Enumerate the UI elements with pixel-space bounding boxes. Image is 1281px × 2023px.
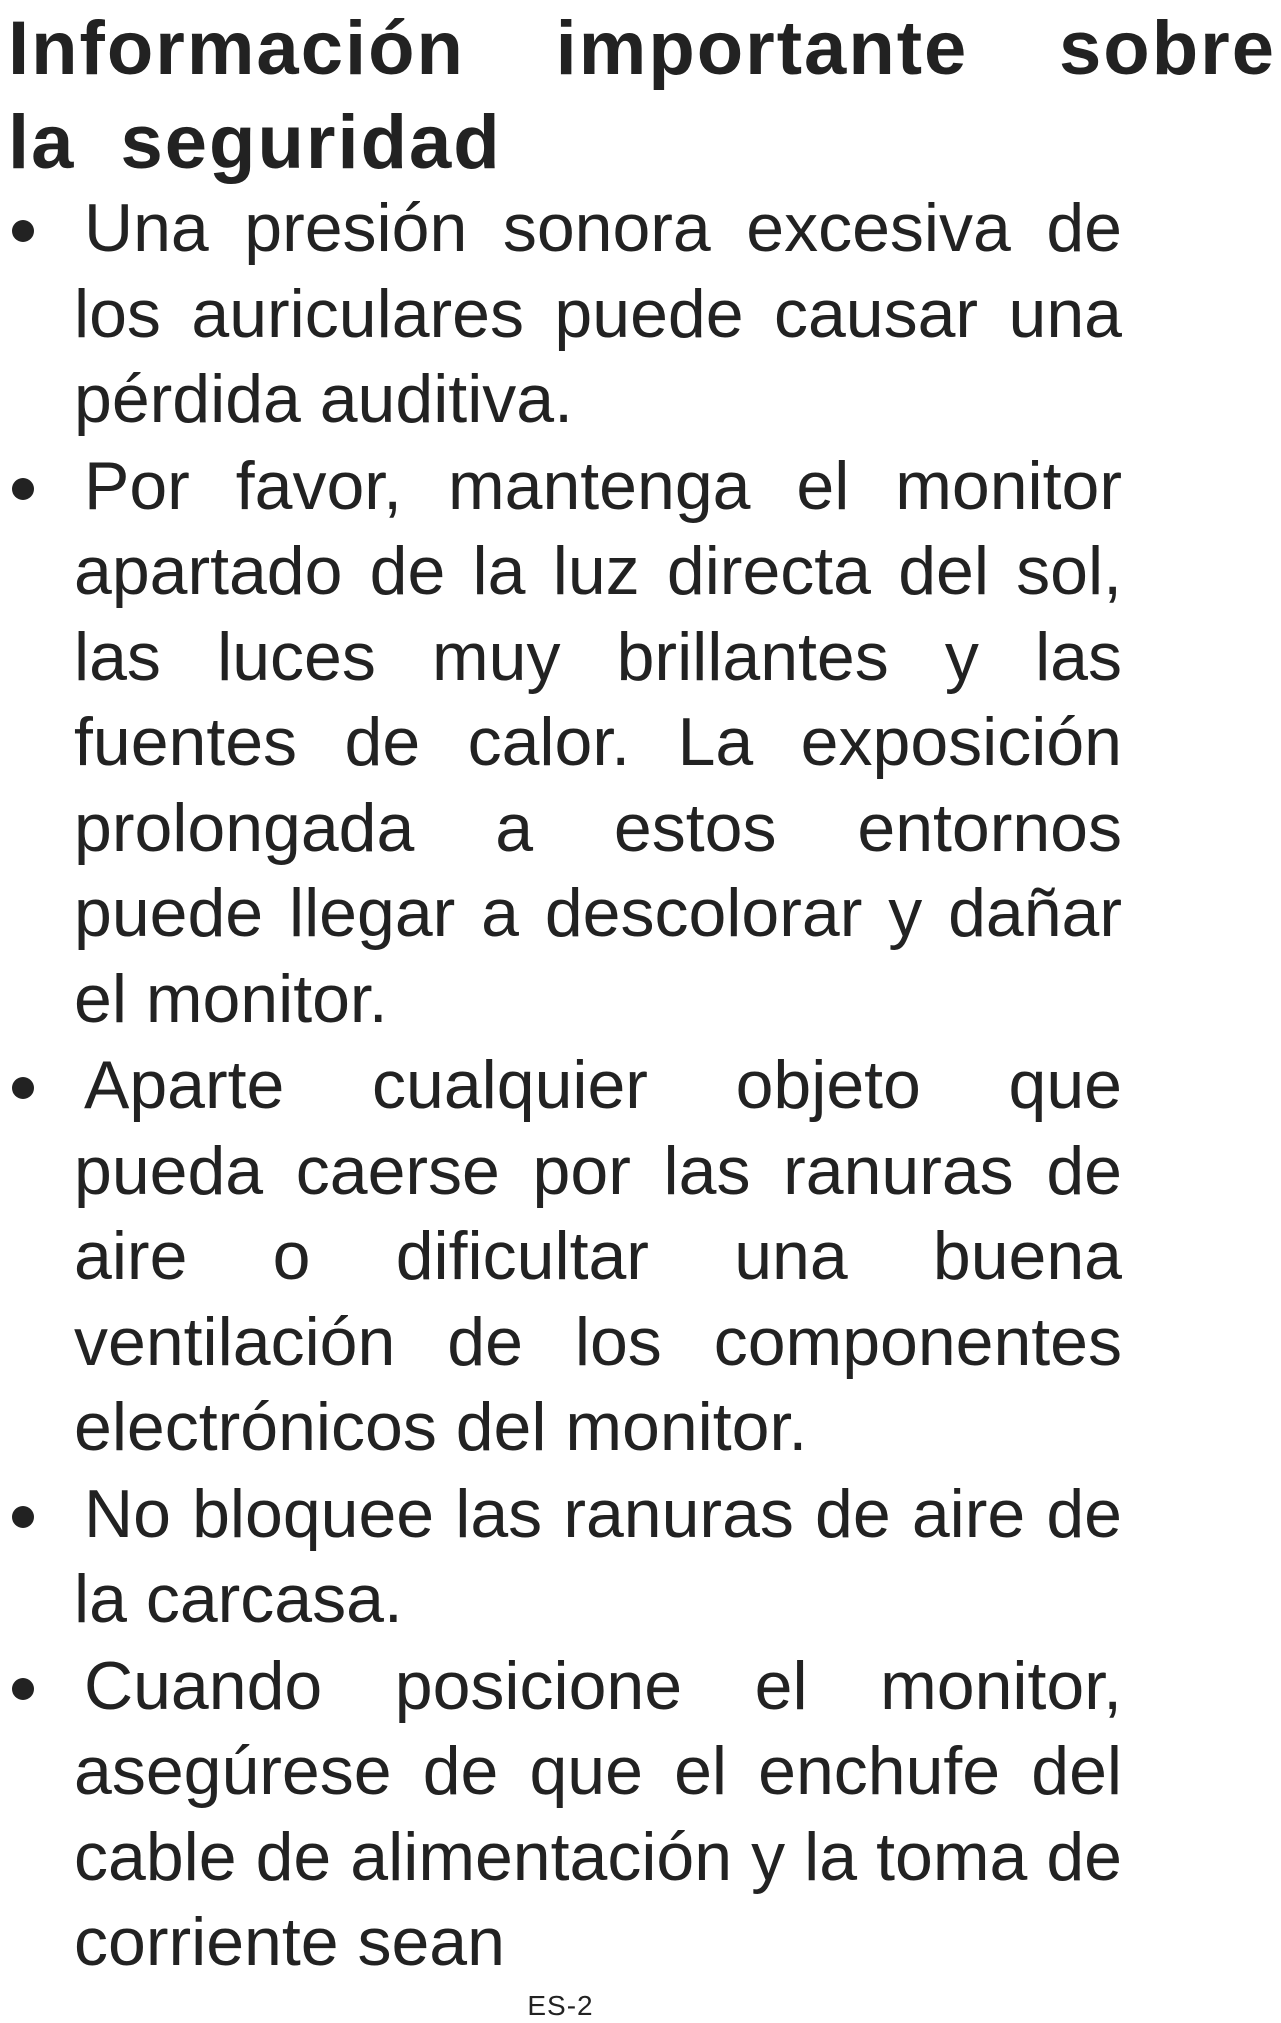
- list-item: [0, 1043, 1122, 1471]
- bullet-icon: [12, 478, 34, 500]
- bullet-icon: [12, 1678, 34, 1700]
- list-item-text: Por favor, mantenga el monitor apartado de la luz directa del sol, las luces muy brillantes y las fuentes de calor. La exposición prolongada a estos entornos puede llegar a descolorar y dañar el monitor.: [74, 447, 1122, 1037]
- list-item-text: No bloquee las ranuras de aire de la carcasa.: [74, 1475, 1122, 1637]
- bullet-icon: [12, 1077, 34, 1099]
- bullet-icon: [12, 1506, 34, 1528]
- bullet-icon: [12, 220, 34, 242]
- list-item: [0, 444, 1122, 1043]
- safety-list: [0, 186, 1140, 1987]
- list-item-text: Cuando posicione el monitor, asegúrese de que el enchufe del cable de alimentación y la toma de corriente sean: [74, 1647, 1122, 1980]
- list-item: [0, 1472, 1122, 1643]
- list-item: [0, 1644, 1122, 1986]
- page-number: ES-2: [527, 1990, 594, 2021]
- list-item-text: Aparte cualquier objeto que pueda caerse por las ranuras de aire o dificultar una buena ventilación de los componentes electrónicos del monitor.: [74, 1047, 1122, 1465]
- list-item: [0, 186, 1122, 443]
- section-heading: Información importante sobre la seguridad: [8, 6, 1276, 185]
- list-item-text: Una presión sonora excesiva de los auriculares puede causar una pérdida auditiva.: [74, 190, 1122, 437]
